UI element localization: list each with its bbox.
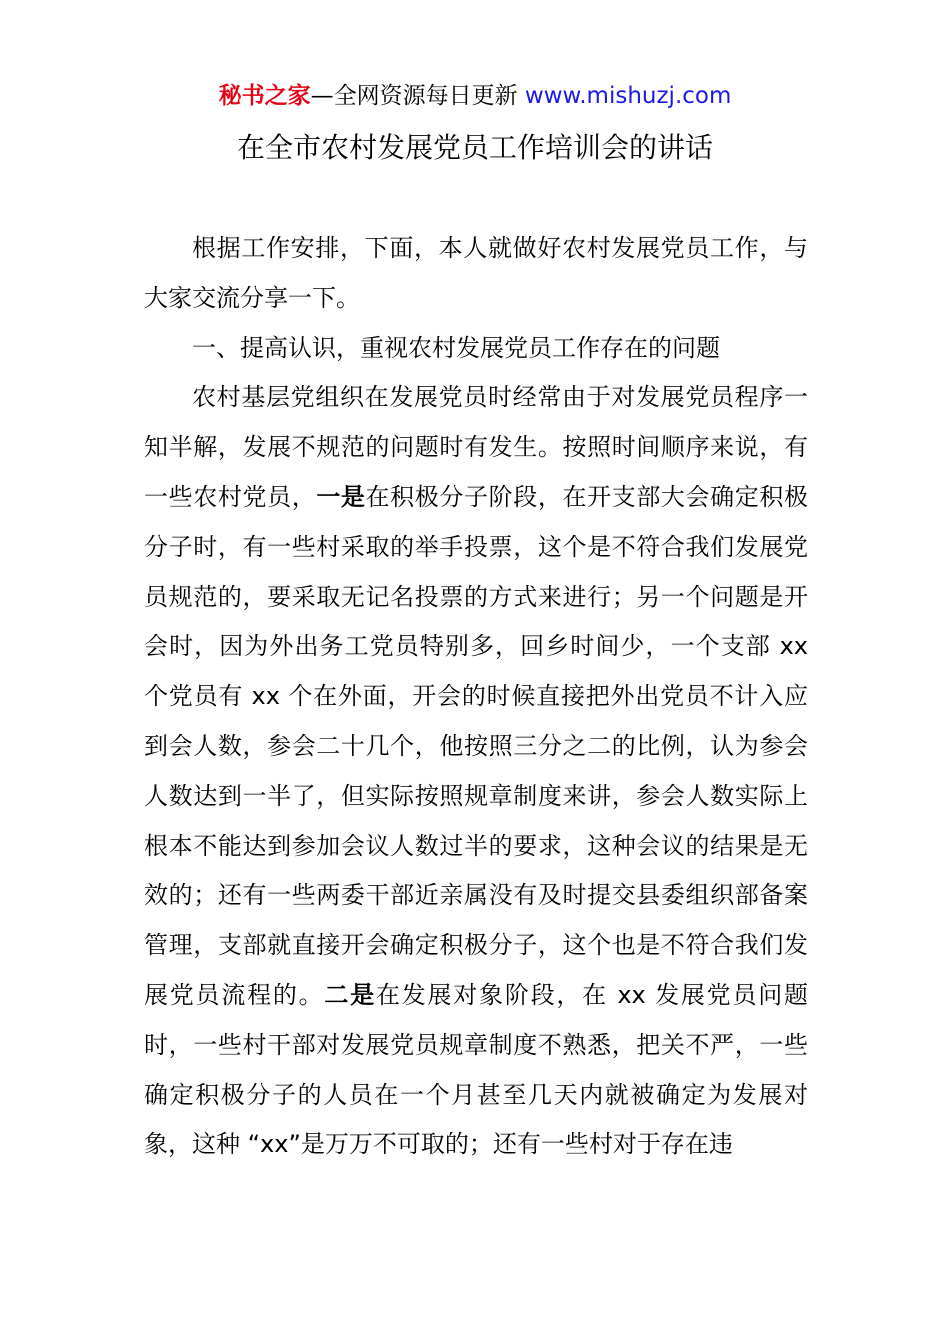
- emphasis-first: 一是: [316, 482, 366, 511]
- paragraph-text: 在积极分子阶段，在开支部大会确定积极分子时，有一些村采取的举手投票，这个是不符合我们发展党员规范的，要采取无记名投票的方式来进行；另一个问题是开会时，因为外出务工党员特别多，回乡时间少，一个支部 xx 个党员有 xx 个在外面，开会的时候直接把外出党员不计入应到会人数，参会二十几个，他按照三分之二的比例，认为参会人数达到一半了，但实际按照规章制度来讲，参会人数实际上根本不能达到参加会议人数过半的要求，这种会议的结果是无效的；还有一些两委干部近亲属没有及时提交县委组织部备案管理，支部就直接开会确定积极分子，这个也是不符合我们发展党员流程的。: [144, 482, 809, 1009]
- site-name: 秘书之家: [218, 83, 311, 109]
- section-heading: 一、提高认识，重视农村发展党员工作存在的问题: [192, 333, 720, 362]
- document-body: [144, 224, 808, 1170]
- site-header: [0, 80, 950, 112]
- site-url[interactable]: www.mishuzj.com: [524, 83, 732, 109]
- paragraph-text: 农村基层党组织在发展党员时经常由于对发展党员程序一知半解，发展不规范的问题时有发生。按照时间顺序来说，有一些农村党员，: [144, 383, 808, 511]
- intro-paragraph: 根据工作安排，下面，本人就做好农村发展党员工作，与大家交流分享一下。: [144, 234, 808, 312]
- site-tagline: —全网资源每日更新: [310, 83, 525, 109]
- body-paragraph: [144, 373, 808, 1170]
- document-title: 在全市农村发展党员工作培训会的讲话: [236, 131, 713, 164]
- paragraph-text: 在发展对象阶段，在 xx 发展党员问题时，一些村干部对发展党员规章制度不熟悉，把关不严，一些确定积极分子的人员在一个月甚至几天内就被确定为发展对象，这种 “xx”是万万不可取的；还有一些村对于存在违: [144, 980, 809, 1159]
- emphasis-second: 二是: [324, 980, 376, 1009]
